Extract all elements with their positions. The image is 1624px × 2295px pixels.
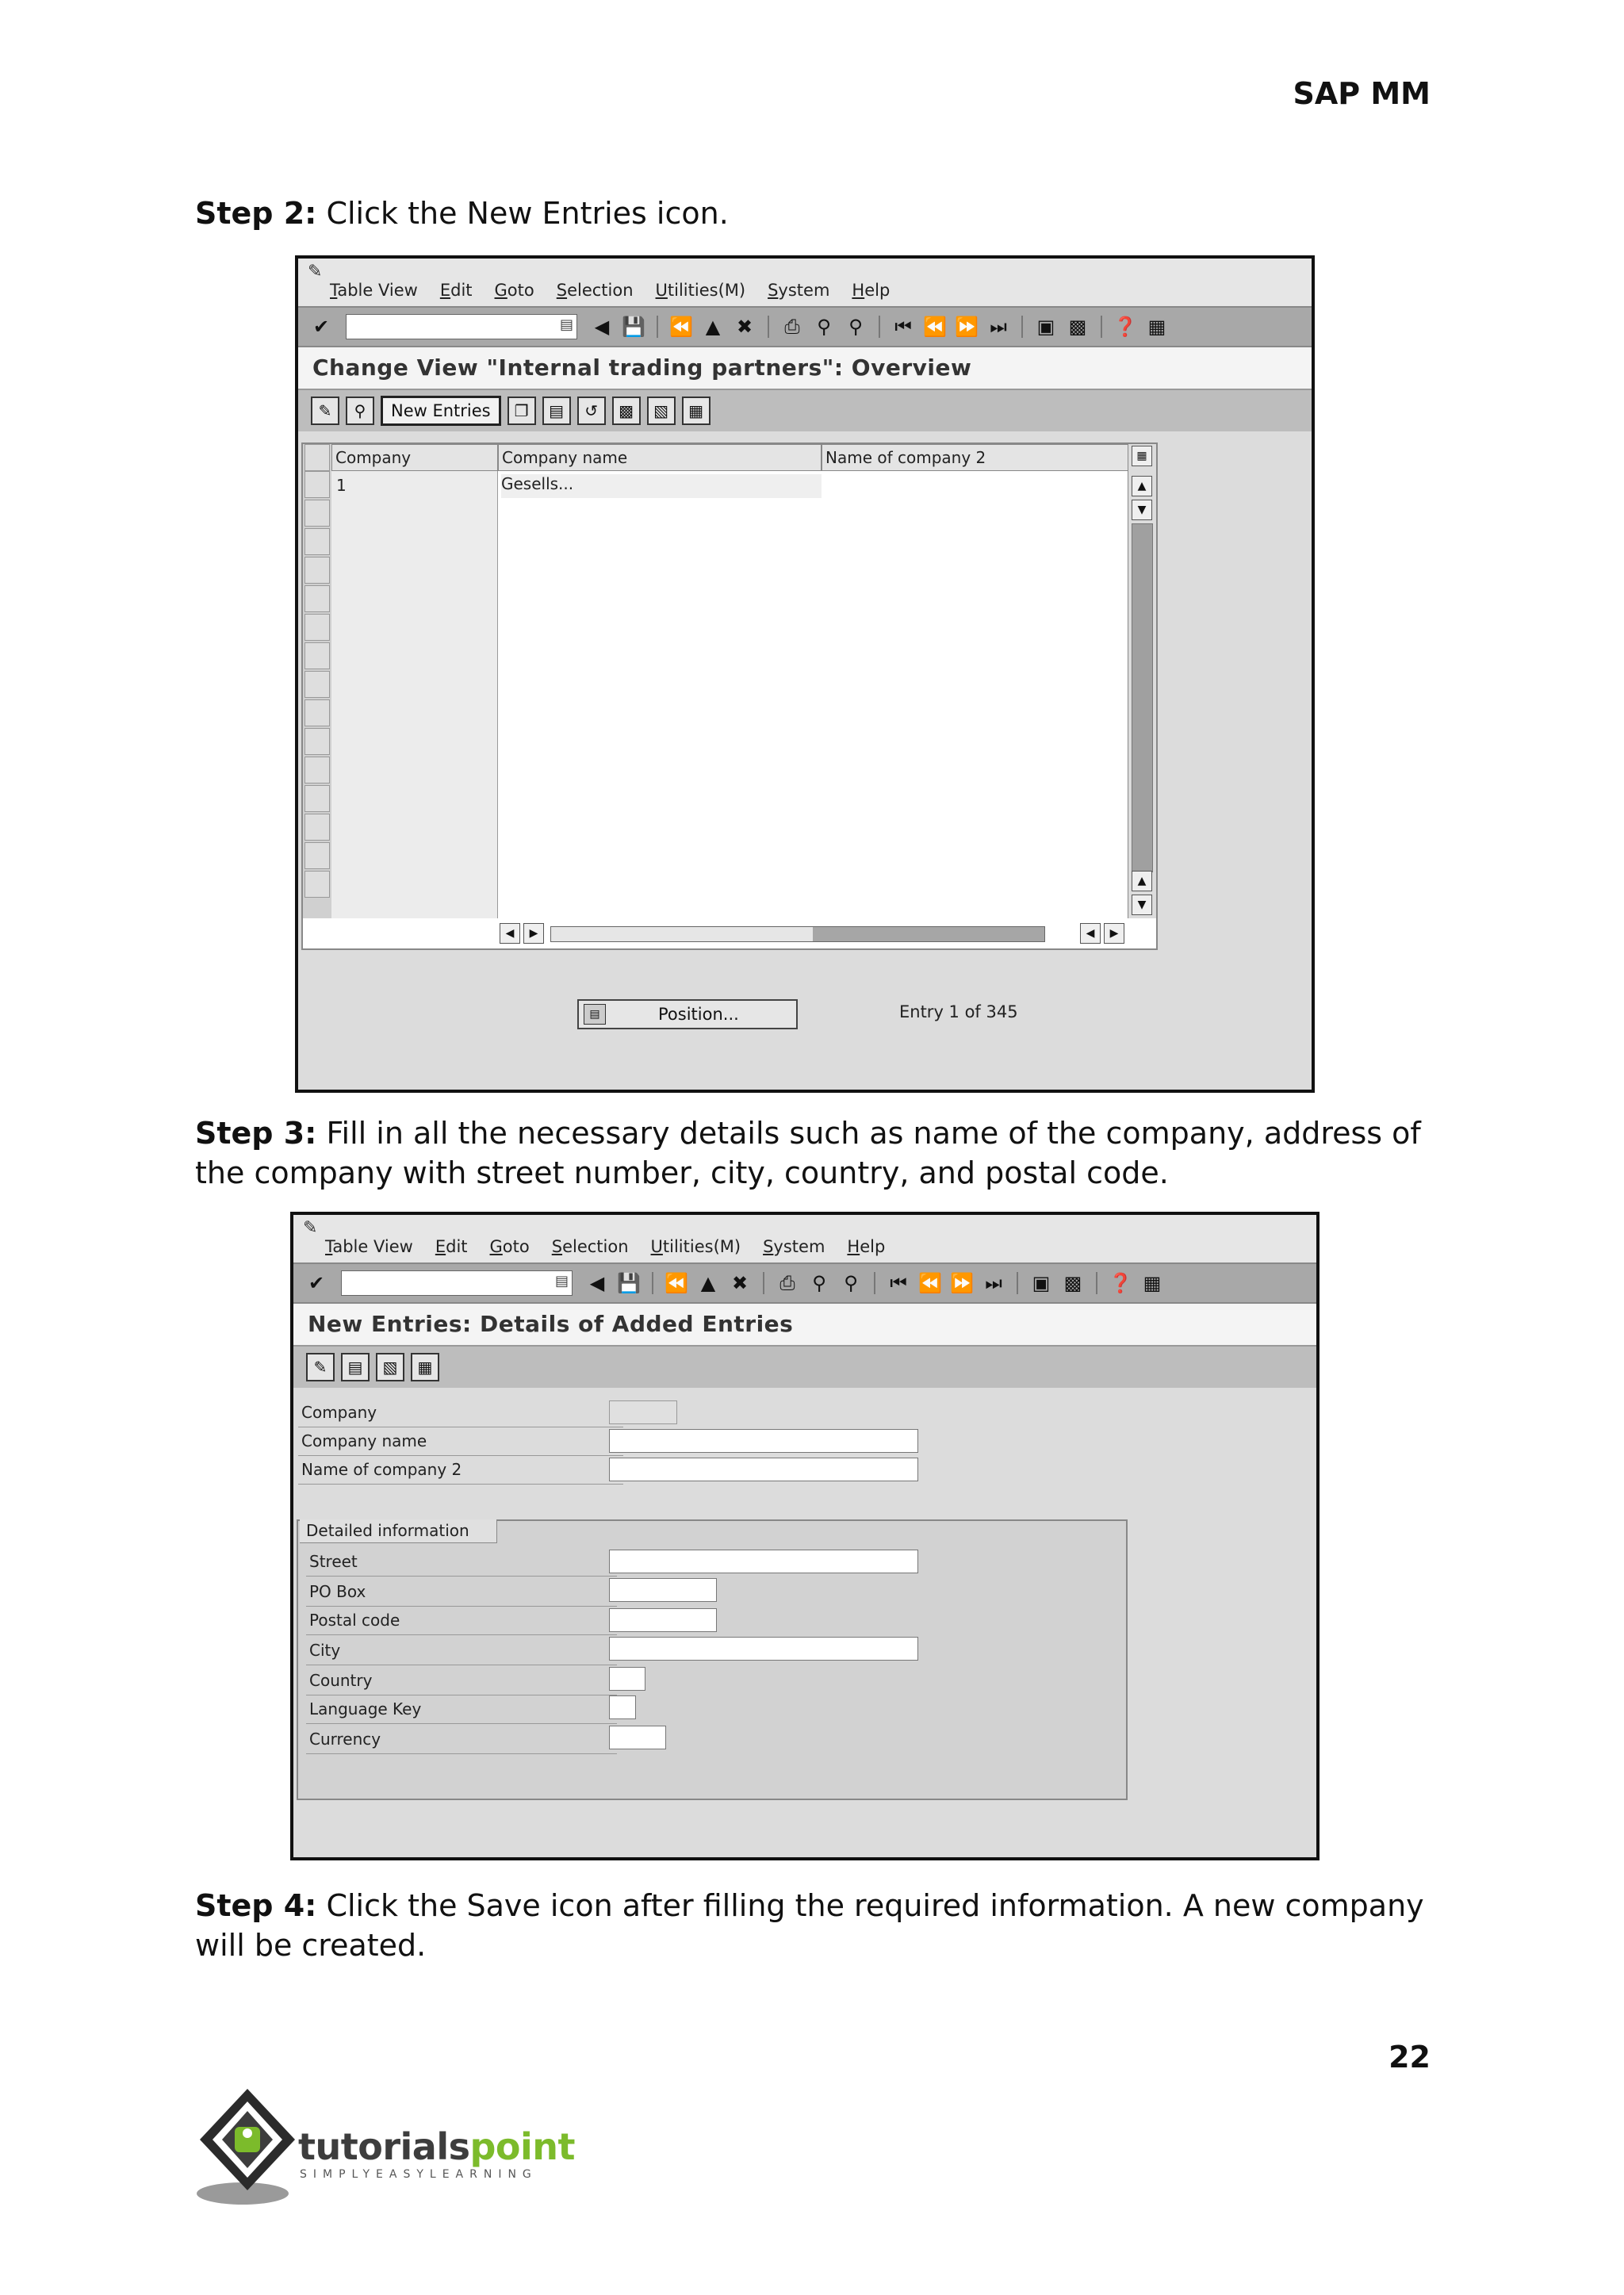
menu-edit[interactable]: Edit	[435, 1237, 468, 1256]
new-session-icon[interactable]: ▣	[1032, 1272, 1051, 1294]
position-button[interactable]	[577, 999, 798, 1029]
next-page-icon[interactable]: ⏩	[950, 1272, 974, 1294]
select-all-icon[interactable]: ▩	[612, 397, 641, 425]
group-title: Detailed information	[300, 1519, 497, 1543]
scroll-page-down-icon[interactable]: ▼	[1132, 895, 1152, 915]
field-label-currency: Currency	[306, 1726, 617, 1754]
city-input[interactable]	[609, 1637, 918, 1661]
save-icon[interactable]: 💾	[617, 1272, 641, 1294]
logo-brand-part2: point	[469, 2125, 576, 2168]
menu-edit[interactable]: Edit	[439, 281, 473, 300]
company-input[interactable]	[609, 1400, 677, 1424]
field-label-name-of-company-2: Name of company 2	[298, 1456, 623, 1485]
vertical-scrollbar[interactable]	[1128, 444, 1156, 918]
last-page-icon[interactable]: ⏭	[985, 1272, 1002, 1294]
row-selector[interactable]	[304, 642, 330, 669]
company-column	[331, 471, 498, 918]
cancel-icon[interactable]: ✖	[736, 316, 753, 338]
menu-system[interactable]: System	[768, 281, 830, 300]
row-selector[interactable]	[304, 528, 330, 555]
row-selector[interactable]	[304, 757, 330, 784]
shortcut-icon[interactable]: ▩	[1068, 316, 1087, 338]
command-field[interactable]	[341, 1270, 573, 1296]
step-2-body: Click the New Entries icon.	[316, 196, 729, 231]
layout-menu-icon[interactable]: ▦	[1147, 316, 1166, 338]
currency-input[interactable]	[609, 1726, 666, 1749]
save-icon[interactable]: 💾	[622, 316, 645, 338]
back-arrow-icon[interactable]: ◀	[594, 316, 610, 338]
name-of-company-2-input[interactable]	[609, 1458, 918, 1481]
command-history-icon[interactable]: ▤	[554, 1273, 569, 1289]
column-header-company[interactable]: Company	[331, 444, 498, 471]
field-label-city: City	[306, 1637, 617, 1665]
enter-check-icon[interactable]: ✔	[312, 316, 330, 338]
scroll-page-up-icon[interactable]: ▲	[1132, 871, 1152, 891]
deselect-all-icon[interactable]: ▦	[682, 397, 710, 425]
sap-window-overview	[295, 255, 1315, 1093]
enter-check-icon[interactable]: ✔	[308, 1272, 325, 1294]
toolbar-separator	[874, 1272, 875, 1294]
toolbar-separator	[768, 316, 769, 338]
column-header-name-of-company-2[interactable]: Name of company 2	[822, 444, 1131, 471]
page-number: 22	[1388, 2040, 1431, 2075]
column-header-company-name[interactable]: Company name	[498, 444, 822, 471]
field-label-po-box: PO Box	[306, 1578, 617, 1607]
row-selector[interactable]	[304, 500, 330, 527]
application-toolbar	[293, 1347, 1316, 1388]
scroll-down-icon[interactable]: ▼	[1132, 500, 1152, 520]
menu-bar	[293, 1215, 1316, 1262]
exit-icon[interactable]: ▲	[705, 316, 721, 338]
row-selector[interactable]	[304, 842, 330, 869]
standard-toolbar	[298, 306, 1312, 347]
scroll-up-icon[interactable]: ▲	[1132, 476, 1152, 496]
menu-help[interactable]: Help	[852, 281, 891, 300]
postal-code-input[interactable]	[609, 1608, 717, 1632]
toolbar-separator	[879, 316, 880, 338]
toolbar-separator	[1021, 316, 1023, 338]
row-selector[interactable]	[304, 814, 330, 841]
menu-goto[interactable]: Goto	[489, 1237, 530, 1256]
page-header: SAP MM	[1293, 76, 1431, 111]
toolbar-separator	[1096, 1272, 1097, 1294]
first-page-icon[interactable]: ⏮	[890, 1272, 907, 1294]
street-input[interactable]	[609, 1550, 918, 1573]
toolbar-separator	[1017, 1272, 1018, 1294]
company-name-input[interactable]	[609, 1429, 918, 1453]
table-cell-company[interactable]: 1	[336, 476, 347, 495]
find-next-icon[interactable]: ⚲	[848, 316, 863, 338]
menu-selection[interactable]: Selection	[556, 281, 634, 300]
delete-icon[interactable]: ▤	[341, 1353, 370, 1381]
step-2-label: Step 2:	[195, 196, 317, 231]
step-3-label: Step 3:	[195, 1116, 317, 1151]
toolbar-separator	[763, 1272, 764, 1294]
step-4-label: Step 4:	[195, 1888, 317, 1923]
menu-utilities[interactable]: Utilities(M)	[655, 281, 746, 300]
print-icon[interactable]: ⎙	[779, 1272, 795, 1294]
menu-bar	[298, 259, 1312, 306]
toolbar-separator	[652, 1272, 653, 1294]
application-toolbar	[298, 390, 1312, 431]
row-selector[interactable]	[304, 728, 330, 755]
row-selector[interactable]	[304, 699, 330, 726]
field-label-country: Country	[306, 1667, 617, 1695]
shortcut-icon[interactable]: ▩	[1063, 1272, 1082, 1294]
toolbar-separator	[657, 316, 658, 338]
next-page-icon[interactable]: ⏩	[955, 316, 979, 338]
scroll-right-icon[interactable]: ▶	[523, 923, 544, 944]
find-icon[interactable]: ⚲	[817, 316, 831, 338]
po-box-input[interactable]	[609, 1578, 717, 1602]
row-selector[interactable]	[304, 557, 330, 584]
field-label-company: Company	[298, 1399, 623, 1427]
logo-brand-part1: tutorials	[298, 2125, 470, 2168]
back-arrow-icon[interactable]: ◀	[589, 1272, 605, 1294]
logo-brand-text	[298, 2125, 575, 2168]
display-change-icon[interactable]: ✎	[306, 1353, 335, 1381]
row-selector-column	[303, 444, 331, 918]
find-next-icon[interactable]: ⚲	[844, 1272, 858, 1294]
scroll-left-icon[interactable]: ◀	[500, 923, 520, 944]
table-control	[301, 443, 1158, 950]
next-entry-icon[interactable]: ▦	[411, 1353, 439, 1381]
field-label-company-name: Company name	[298, 1427, 623, 1456]
menu-window-icon[interactable]: ✎	[303, 1218, 318, 1238]
field-label-language-key: Language Key	[306, 1695, 617, 1724]
standard-toolbar	[293, 1262, 1316, 1304]
horizontal-scroll-thumb[interactable]	[813, 927, 1044, 941]
previous-page-icon[interactable]: ⏪	[918, 1272, 942, 1294]
horizontal-scroll-track[interactable]	[550, 926, 1045, 942]
row-selector[interactable]	[304, 785, 330, 812]
help-icon[interactable]: ❓	[1113, 316, 1137, 338]
menu-table-view[interactable]: Table View	[325, 1237, 413, 1256]
row-selector[interactable]	[304, 471, 330, 498]
row-selector[interactable]	[304, 614, 330, 641]
row-selector[interactable]	[304, 671, 330, 698]
entry-count: Entry 1 of 345	[899, 1002, 1018, 1021]
previous-page-icon[interactable]: ⏪	[923, 316, 947, 338]
menu-window-icon[interactable]: ✎	[308, 262, 323, 282]
toolbar-separator	[1101, 316, 1102, 338]
previous-entry-icon[interactable]: ▧	[376, 1353, 404, 1381]
step-3-body: Fill in all the necessary details such as name of the company, address of the company with street number, city, country, and postal code.	[195, 1116, 1421, 1190]
detailed-information-group	[297, 1519, 1128, 1800]
sap-window-new-entries	[290, 1212, 1320, 1860]
step-4-text	[195, 1886, 1432, 1965]
help-icon[interactable]: ❓	[1109, 1272, 1132, 1294]
screen-title: Change View "Internal trading partners": Overview	[298, 347, 1312, 390]
step-4-body: Click the Save icon after filling the required information. A new company will be created.	[195, 1888, 1424, 1963]
logo-emblem-icon	[195, 2084, 306, 2211]
position-button-label: Position...	[658, 1005, 739, 1024]
column-config-icon[interactable]: ▦	[1132, 446, 1152, 466]
table-cell-company-name[interactable]: Gesells...	[501, 474, 822, 498]
position-icon: ▤	[584, 1004, 606, 1025]
step-3-text	[195, 1113, 1432, 1193]
screen-title: New Entries: Details of Added Entries	[293, 1304, 1316, 1347]
field-label-street: Street	[306, 1548, 617, 1577]
print-icon[interactable]: ⎙	[784, 316, 800, 338]
display-icon[interactable]: ⚲	[346, 397, 374, 425]
menu-goto[interactable]: Goto	[494, 281, 534, 300]
undo-change-icon[interactable]: ↺	[577, 397, 606, 425]
cancel-icon[interactable]: ✖	[731, 1272, 749, 1294]
command-history-icon[interactable]: ▤	[559, 316, 573, 333]
display-change-icon[interactable]: ✎	[311, 397, 339, 425]
language-key-input[interactable]	[609, 1695, 636, 1719]
layout-menu-icon[interactable]: ▦	[1143, 1272, 1162, 1294]
row-selector[interactable]	[304, 585, 330, 612]
scroll-left-end-icon[interactable]: ◀	[1080, 923, 1101, 944]
menu-system[interactable]: System	[763, 1237, 825, 1256]
menu-selection[interactable]: Selection	[551, 1237, 629, 1256]
new-session-icon[interactable]: ▣	[1036, 316, 1055, 338]
row-selector[interactable]	[304, 871, 330, 898]
menu-utilities[interactable]: Utilities(M)	[650, 1237, 741, 1256]
select-all-rows[interactable]	[304, 444, 330, 471]
find-icon[interactable]: ⚲	[812, 1272, 826, 1294]
scroll-right-end-icon[interactable]: ▶	[1104, 923, 1124, 944]
country-input[interactable]	[609, 1667, 645, 1691]
menu-table-view[interactable]: Table View	[330, 281, 418, 300]
back-icon[interactable]: ⏪	[665, 1272, 688, 1294]
command-field[interactable]	[346, 314, 577, 339]
exit-icon[interactable]: ▲	[700, 1272, 716, 1294]
tutorialspoint-logo	[195, 2084, 576, 2211]
select-block-icon[interactable]: ▧	[647, 397, 676, 425]
menu-help[interactable]: Help	[847, 1237, 886, 1256]
horizontal-scrollbar[interactable]	[498, 921, 1128, 945]
logo-tagline: SIMPLYEASYLEARNING	[300, 2168, 538, 2181]
copy-as-icon[interactable]: ❐	[508, 397, 536, 425]
last-page-icon[interactable]: ⏭	[990, 316, 1007, 338]
vertical-scroll-thumb[interactable]	[1132, 523, 1153, 872]
back-icon[interactable]: ⏪	[669, 316, 693, 338]
field-label-postal-code: Postal code	[306, 1607, 617, 1635]
first-page-icon[interactable]: ⏮	[894, 316, 912, 338]
new-entries-button[interactable]: New Entries	[381, 396, 501, 426]
step-2-text	[195, 193, 1432, 233]
delete-icon[interactable]: ▤	[542, 397, 571, 425]
